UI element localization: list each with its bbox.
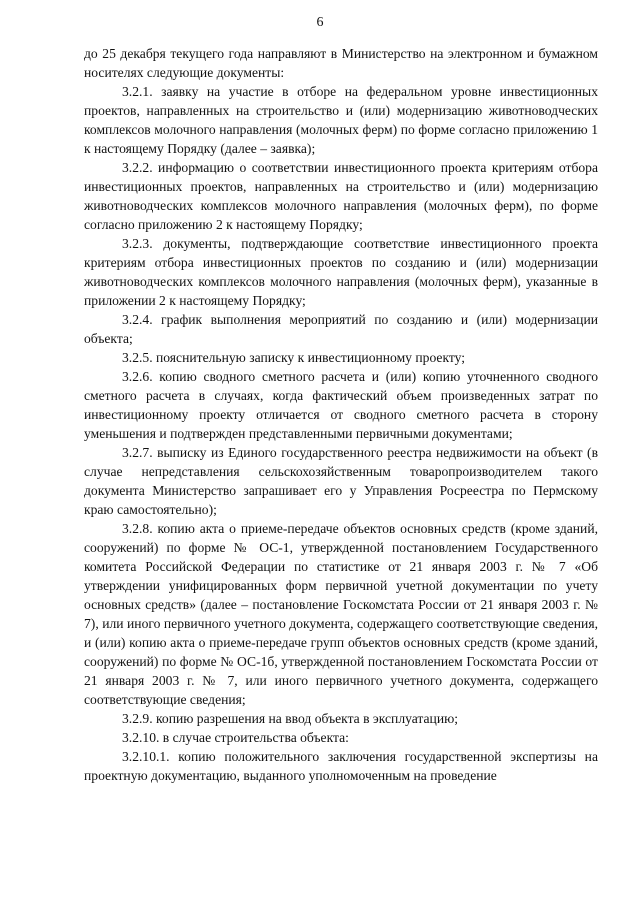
page-number: 6 <box>316 15 324 30</box>
paragraph-3-2-5: 3.2.5. пояснительную записку к инвестиционному проекту; <box>122 350 466 365</box>
paragraph-3-2-7: 3.2.7. выписку из Единого государственного реестра недвижимости на объект (в случае непредставления сельскохозяйственным товаропроизводителем такого документа Министерство запрашивает его у Управления Росреестра по Пермскому краю самостоятельно); <box>84 445 598 517</box>
paragraph-3-2-10: 3.2.10. в случае строительства объекта: <box>122 730 349 745</box>
paragraph-3-2-8: 3.2.8. копию акта о приеме-передаче объектов основных средств (кроме зданий, сооружений) по форме № ОС-1, утвержденной постановлением Государственного комитета Российской Федерации по статистике от 21 января 2003 г. № 7 «Об утверждении унифицированных форм первичной учетной документации по учету основных средств» (далее – постановление Госкомстата России от 21 января 2003 г. № 7), или иного первичного учетного документа, содержащего соответствующие сведения, и (или) копию акта о приеме-передаче групп объектов основных средств (кроме зданий, сооружений) по форме № ОС-1б, утвержденной постановлением Госкомстата России от 21 января 2003 г. № 7, или иного первичного учетного документа, содержащего соответствующие сведения; <box>84 521 598 707</box>
paragraph-3-2-4: 3.2.4. график выполнения мероприятий по созданию и (или) модернизации объекта; <box>84 312 598 346</box>
paragraph-3-2-2: 3.2.2. информацию о соответствии инвестиционного проекта критериям отбора инвестиционных проектов, направленных на строительство и (или) модернизацию животноводческих комплексов молочного направления (молочных ферм), по форме согласно приложению 2 к настоящему Порядку; <box>84 160 598 232</box>
paragraph-3-2-6: 3.2.6. копию сводного сметного расчета и (или) копию уточненного сводного сметного расчета в случаях, когда фактический объем произведенных затрат по инвестиционному проекту отличается от сводного сметного расчета в сторону уменьшения и подтвержден представленными первичными документами; <box>84 369 598 441</box>
paragraph-3-2-1: 3.2.1. заявку на участие в отборе на федеральном уровне инвестиционных проектов, направленных на строительство и (или) модернизацию животноводческих комплексов молочного направления (молочных ферм) по форме согласно приложению 1 к настоящему Порядку (далее – заявка); <box>84 84 598 156</box>
paragraph-3-2-3: 3.2.3. документы, подтверждающие соответствие инвестиционного проекта критериям отбора инвестиционных проектов по созданию и (или) модернизации животноводческих комплексов молочного направления (молочных ферм), указанные в приложении 2 к настоящему Порядку; <box>84 236 598 308</box>
paragraph-intro: до 25 декабря текущего года направляют в Министерство на электронном и бумажном носителях следующие документы: <box>84 46 598 80</box>
paragraph-3-2-9: 3.2.9. копию разрешения на ввод объекта в эксплуатацию; <box>122 711 459 726</box>
paragraph-3-2-10-1: 3.2.10.1. копию положительного заключения государственной экспертизы на проектную документацию, выданного уполномоченным на проведение <box>84 749 598 783</box>
document-body <box>84 44 598 785</box>
